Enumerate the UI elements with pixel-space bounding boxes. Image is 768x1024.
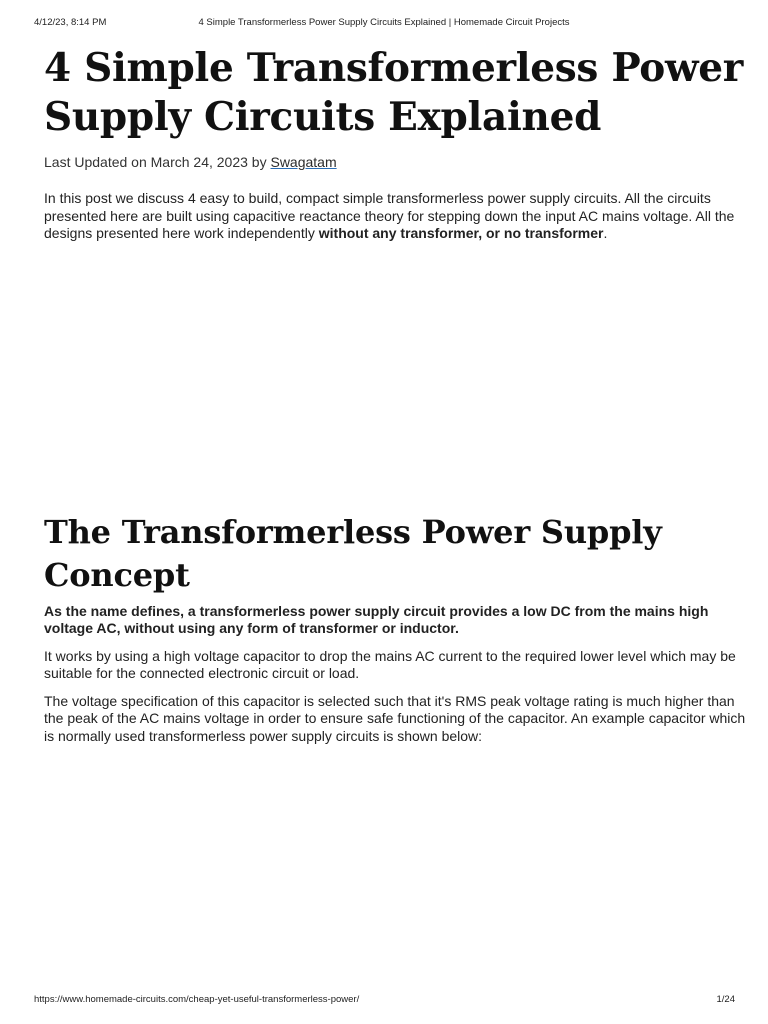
intro-text: In this post we discuss 4 easy to build, compact simple transformerless power supply circuits. All the circuits presented here are built using capacitive reactance theory for stepping down the input AC mains voltage. All the designs presented here work independently — [44, 190, 735, 241]
print-url: https://www.homemade-circuits.com/cheap-yet-useful-transformerless-power/ — [34, 994, 360, 1005]
print-datetime: 4/12/23, 8:14 PM — [34, 17, 107, 28]
article-title: 4 Simple Transformerless Power Supply Circuits Explained — [44, 45, 744, 140]
section-paragraph-2: It works by using a high voltage capacitor to drop the mains AC current to the required lower level which may be suitable for the connected electronic circuit or load. — [44, 647, 736, 681]
print-footer — [0, 994, 768, 1008]
article-content — [44, 44, 756, 745]
intro-paragraph — [44, 190, 756, 243]
author-link[interactable]: Swagatam — [270, 154, 337, 170]
page-number: 1/24 — [716, 994, 735, 1005]
last-updated-text: Last Updated on March 24, 2023 by — [44, 154, 271, 170]
article-meta — [44, 153, 756, 171]
intro-bold-text: without any transformer, or no transformer — [318, 225, 604, 241]
section-title: The Transformerless Power Supply Concept — [44, 512, 662, 594]
blank-image-area — [44, 243, 756, 511]
intro-end: . — [603, 225, 608, 241]
section-paragraph-3: The voltage specification of this capacitor is selected such that it's RMS peak voltage rating is much higher than the peak of the AC mains voltage in order to ensure safe functioning of the capacitor. An example capacitor which is normally used transformerless power supply circuits is shown below: — [44, 692, 746, 744]
print-header — [0, 17, 768, 31]
section-lead-paragraph: As the name defines, a transformerless power supply circuit provides a low DC from the mains high voltage AC, without using any form of transformer or inductor. — [44, 602, 709, 636]
print-page-title: 4 Simple Transformerless Power Supply Circuits Explained | Homemade Circuit Projects — [198, 17, 570, 28]
